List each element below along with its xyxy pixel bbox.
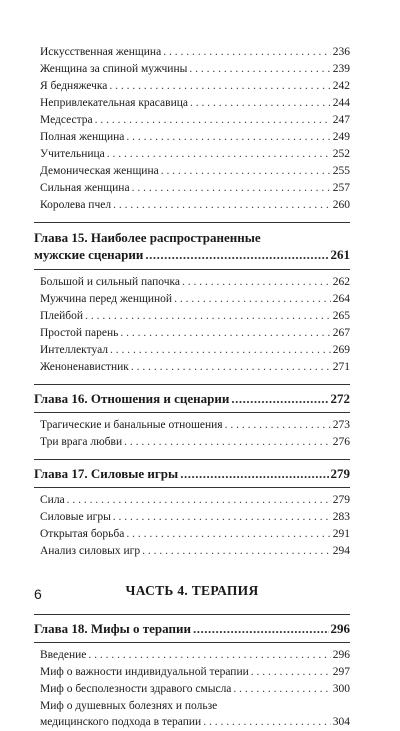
toc-entry: Сильная женщина . . . 257 [34, 180, 350, 197]
entry-group-women [34, 44, 350, 214]
toc-entry: Трагические и банальные отношения . . . 273 [34, 417, 350, 434]
toc-entry: Учительница . . . 252 [34, 146, 350, 163]
toc-entry: Демоническая женщина . . . 255 [34, 163, 350, 180]
divider [34, 222, 350, 223]
toc-entry: Введение . . . 296 [34, 647, 350, 664]
entry-group-therapy-myths [34, 647, 350, 731]
toc-entry: Плейбой . . . 265 [34, 308, 350, 325]
toc-entry: Полная женщина . . . 249 [34, 129, 350, 146]
toc-entry: Женщина за спиной мужчины . . . 239 [34, 61, 350, 78]
toc-entry: Мужчина перед женщиной . . . 264 [34, 291, 350, 308]
divider [34, 642, 350, 643]
toc-entry: Большой и сильный папочка . . . 262 [34, 274, 350, 291]
divider [34, 384, 350, 385]
toc-entry: Искусственная женщина . . . 236 [34, 44, 350, 61]
toc-entry: Анализ силовых игр . . . 294 [34, 543, 350, 560]
toc-entry: Простой парень . . . 267 [34, 325, 350, 342]
divider [34, 487, 350, 488]
toc-entry: Миф о душевных болезнях и пользе медицинского подхода в терапии . . . 304 [34, 698, 350, 731]
toc-entry: Я бедняжечка . . . 242 [34, 78, 350, 95]
toc-entry: Королева пчел . . . 260 [34, 197, 350, 214]
divider [34, 459, 350, 460]
chapter-17-heading: Глава 17. Силовые игры ..... 279 [34, 465, 350, 482]
toc-entry: Женоненавистник . . . 271 [34, 359, 350, 376]
toc-entry: Открытая борьба . . . 291 [34, 526, 350, 543]
toc-entry: Три врага любви . . . 276 [34, 434, 350, 451]
divider [34, 269, 350, 270]
chapter-16-heading: Глава 16. Отношения и сценарии ..... 272 [34, 390, 350, 407]
part-4-heading: ЧАСТЬ 4. ТЕРАПИЯ [125, 583, 259, 598]
toc-entry: Интеллектуал . . . 269 [34, 342, 350, 359]
divider [34, 614, 350, 615]
page-number: 6 [34, 586, 42, 602]
toc-entry: Медсестра . . . 247 [34, 112, 350, 129]
toc-entry: Непривлекательная красавица . . . 244 [34, 95, 350, 112]
toc-entry: Сила . . . 279 [34, 492, 350, 509]
toc-entry: Миф о бесполезности здравого смысла . . . 300 [34, 681, 350, 698]
chapter-18-heading: Глава 18. Мифы о терапии ..... 296 [34, 620, 350, 637]
entry-group-men [34, 274, 350, 376]
divider [34, 412, 350, 413]
table-of-contents [34, 44, 350, 731]
entry-group-relationships [34, 417, 350, 451]
chapter-15-heading: Глава 15. Наиболее распространенные мужские сценарии ..... 261 [34, 229, 350, 263]
toc-entry: Миф о важности индивидуальной терапии . . . 297 [34, 664, 350, 681]
entry-group-power-games [34, 492, 350, 560]
toc-entry: Силовые игры . . . 283 [34, 509, 350, 526]
